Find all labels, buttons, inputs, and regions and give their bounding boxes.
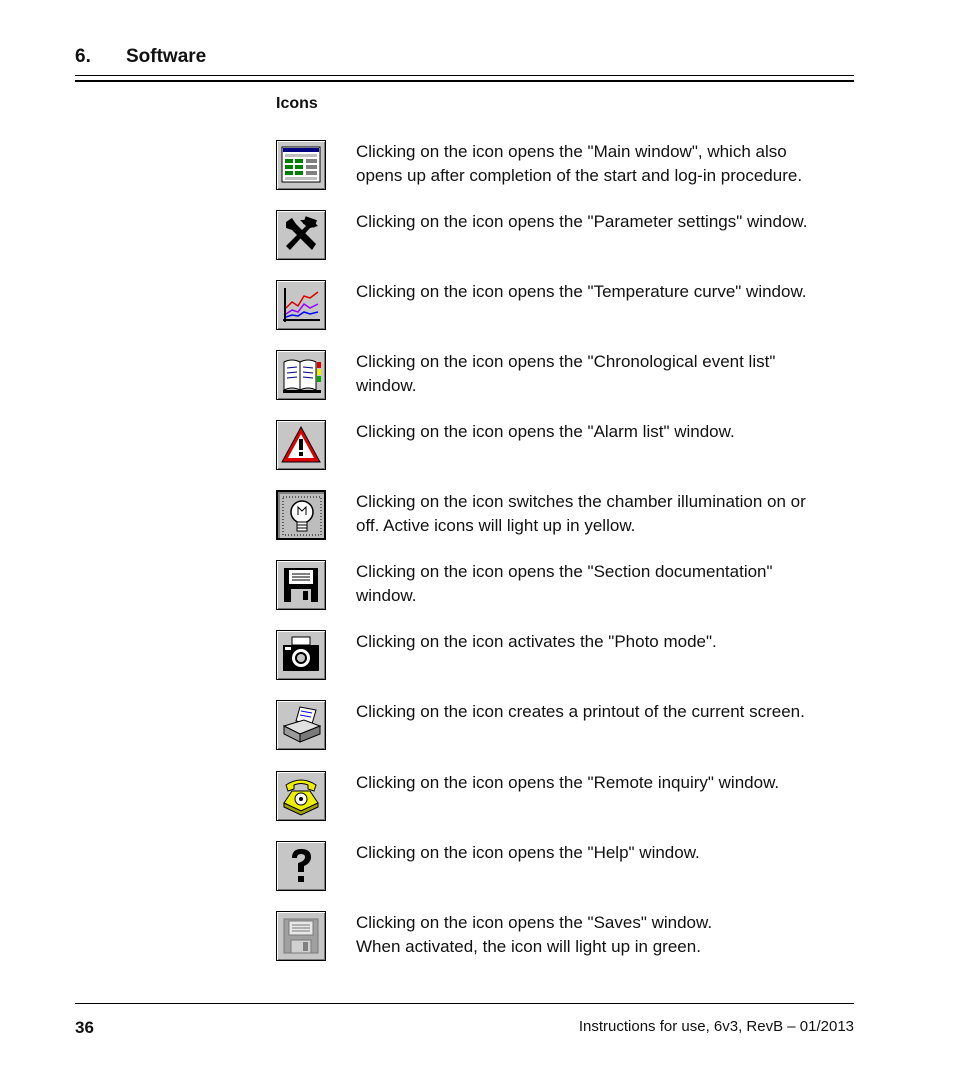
footer-rule [75, 1003, 854, 1004]
help-icon[interactable] [276, 841, 326, 891]
alarm-list-icon[interactable] [276, 420, 326, 470]
icon-description: Clicking on the icon activates the "Photo mode". [356, 632, 717, 651]
icon-description: Clicking on the icon opens the "Parameter settings" window. [356, 212, 808, 231]
main-window-icon[interactable] [276, 140, 326, 190]
icon-description: Clicking on the icon opens the "Main window", which also opens up after completion of the start and log-in procedure. [356, 142, 803, 185]
icon-description: Clicking on the icon opens the "Remote inquiry" window. [356, 773, 780, 792]
icon-description: Clicking on the icon opens the "Help" window. [356, 843, 700, 862]
section-header [75, 46, 854, 72]
icon-description: Clicking on the icon opens the "Chronological event list" window. [356, 352, 776, 395]
printer-icon[interactable] [276, 700, 326, 750]
section-documentation-icon[interactable] [276, 560, 326, 610]
header-rule-thick [75, 80, 854, 82]
icon-description: Clicking on the icon opens the "Temperature curve" window. [356, 282, 807, 301]
illumination-icon[interactable] [276, 490, 326, 540]
icon-description: Clicking on the icon opens the "Section documentation" window. [356, 562, 773, 605]
section-title: Software [126, 46, 207, 67]
photo-mode-icon[interactable] [276, 630, 326, 680]
subheading: Icons [276, 95, 318, 112]
icon-description: Clicking on the icon switches the chamber illumination on or off. Active icons will light up in yellow. [356, 492, 806, 535]
header-rule-thin [75, 75, 854, 76]
icon-description: Clicking on the icon opens the "Alarm list" window. [356, 422, 735, 441]
remote-inquiry-icon[interactable] [276, 771, 326, 821]
section-number: 6. [75, 46, 91, 67]
saves-icon[interactable] [276, 911, 326, 961]
event-list-icon[interactable] [276, 350, 326, 400]
parameter-settings-icon[interactable] [276, 210, 326, 260]
icon-description: Clicking on the icon opens the "Saves" window. When activated, the icon will light up in green. [356, 913, 713, 956]
icon-description: Clicking on the icon creates a printout of the current screen. [356, 702, 805, 721]
page-number: 36 [75, 1018, 94, 1037]
document-info: Instructions for use, 6v3, RevB – 01/2013 [578, 1018, 854, 1035]
temperature-curve-icon[interactable] [276, 280, 326, 330]
